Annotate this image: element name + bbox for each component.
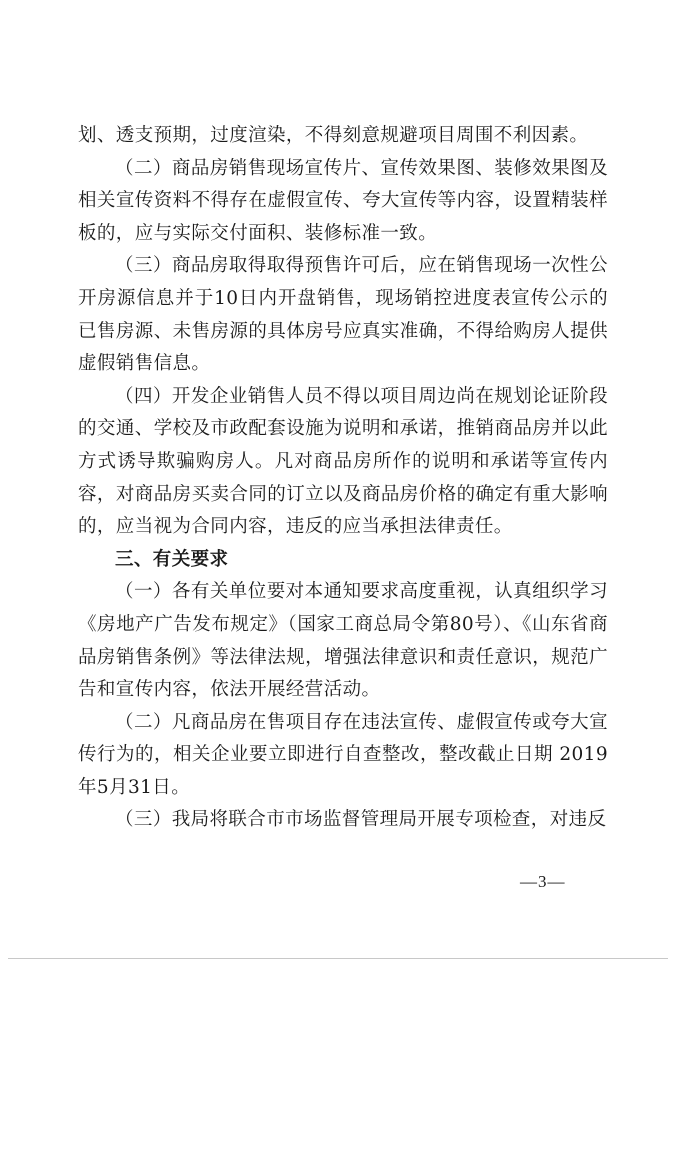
paragraph-requirement-1: （一）各有关单位要对本通知要求高度重视，认真组织学习《房地产广告发布规定》（国家工商总局令第80号）、《山东省商品房销售条例》等法律法规，增强法律意识和责任意识，规范广告和宣传内容，依法开展经营活动。 <box>78 581 608 701</box>
page-divider-line <box>8 958 668 959</box>
paragraph-item-4-sales-staff: （四）开发企业销售人员不得以项目周边尚在规划论证阶段的交通、学校及市政配套设施为说明和承诺，推销商品房并以此方式诱导欺骗购房人。凡对商品房所作的说明和承诺等宣传内容，对商品房买卖合同的订立以及商品房价格的确定有重大影响的，应当视为合同内容，违反的应当承担法律责任。 <box>78 385 608 538</box>
page-number: —3— <box>520 872 566 891</box>
paragraph-requirement-2: （二）凡商品房在售项目存在违法宣传、虚假宣传或夸大宣传行为的，相关企业要立即进行自查整改，整改截止日期 2019年5月31日。 <box>78 711 608 798</box>
paragraph-requirement-3: （三）我局将联合市市场监督管理局开展专项检查，对违反 <box>115 809 607 831</box>
paragraph-item-3-presale-info: （三）商品房取得取得预售许可后，应在销售现场一次性公开房源信息并于10日内开盘销售，现场销控进度表宣传公示的已售房源、未售房源的具体房号应真实准确，不得给购房人提供虚假销售信息。 <box>78 255 608 375</box>
paragraph-continuation: 划、透支预期，过度渲染，不得刻意规避项目周围不利因素。 <box>78 125 589 146</box>
document-body <box>78 120 608 837</box>
paragraph-item-2-promo-materials: （二）商品房销售现场宣传片、宣传效果图、装修效果图及相关宣传资料不得存在虚假宣传、夸大宣传等内容，设置精装样板的，应与实际交付面积、装修标准一致。 <box>78 157 608 244</box>
section-heading-requirements: 三、有关要求 <box>115 548 229 570</box>
